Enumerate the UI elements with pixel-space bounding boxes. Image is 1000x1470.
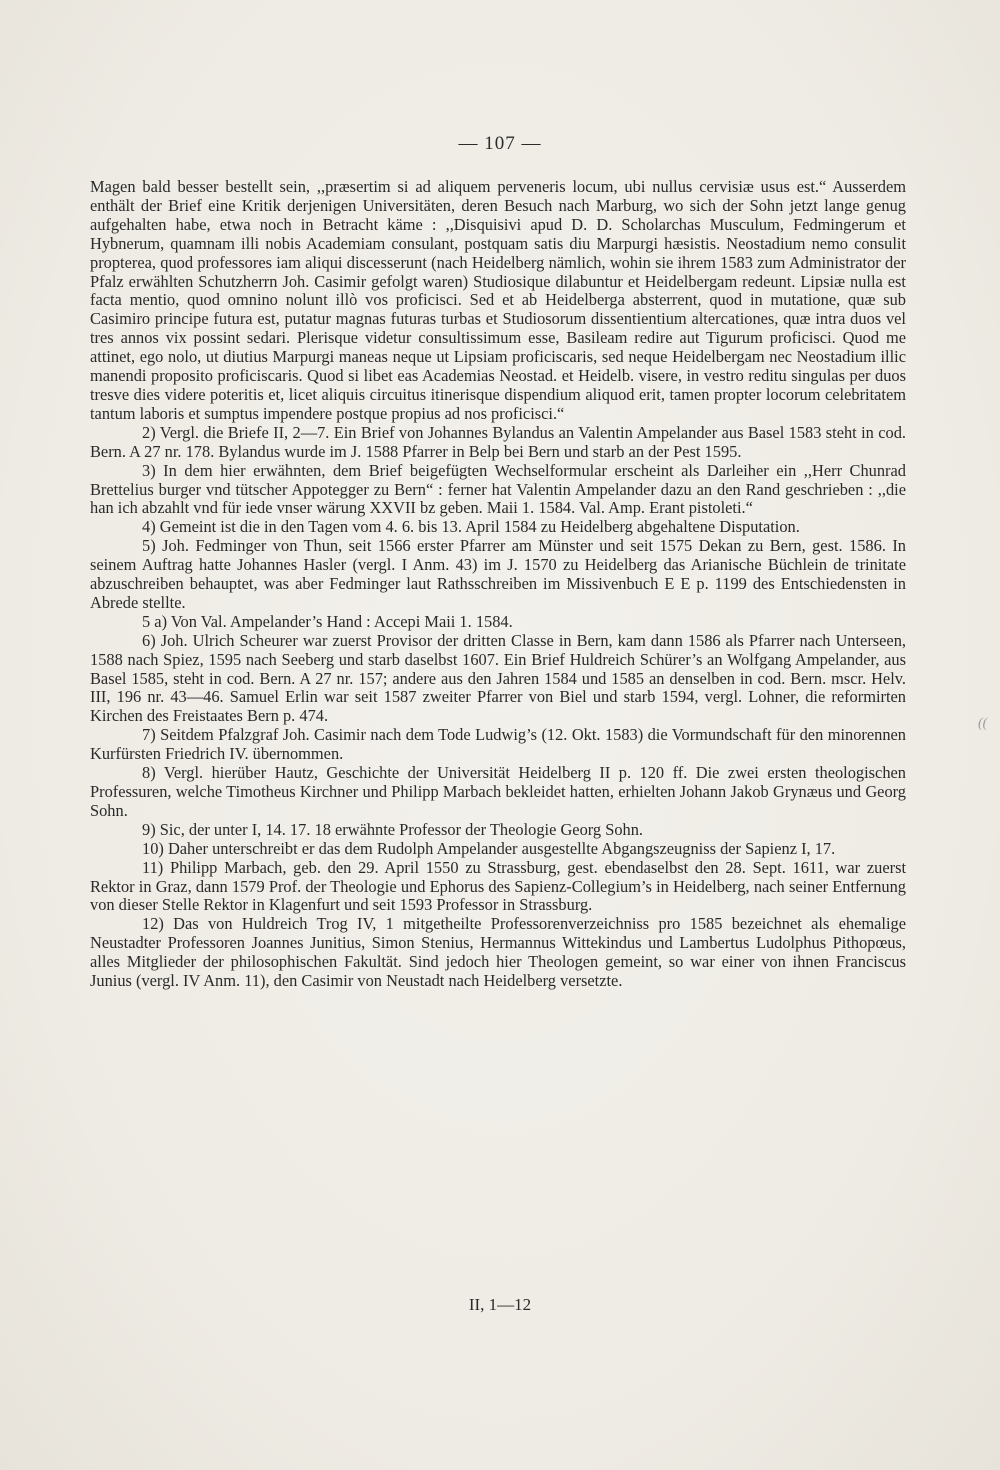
signature-line: II, 1—12 <box>468 1295 532 1314</box>
footnote-2: 2) Vergl. die Briefe II, 2—7. Ein Brief von Johannes Bylandus an Valentin Ampelander aus Basel 1583 steht in cod. Bern. A 27 nr. 178. Bylandus wurde im J. 1588 Pfarrer in Belp bei Bern und starb an der Pest 1595. <box>90 422 906 461</box>
footnote-5a: 5 a) Von Val. Ampelander’s Hand : Accepi Maii 1. 1584. <box>142 611 513 631</box>
footnotes-body <box>90 178 906 991</box>
footnote-5: 5) Joh. Fedminger von Thun, seit 1566 erster Pfarrer am Münster und seit 1575 Dekan zu Bern, gest. 1586. In seinem Auftrag hatte Johannes Hasler (vergl. I Anm. 43) im J. 1570 zu Heidelberg das Arianische Büchlein de trinitate abzuschreiben behauptet, was aber Fedminger laut Rathsschreiben im Missivenbuch E E p. 1199 des Entschiedensten in Abrede stellte. <box>90 536 906 612</box>
continued-paragraph: Magen bald besser bestellt sein, ,,præsertim si ad aliquem perveneris locum, ubi nullus cervisiæ usus est.“ Ausserdem enthält der Brief eine Kritik derjenigen Universitäten, deren Besuch nach Marburg, wo sich der Sohn jetzt lange genug aufgehalten habe, etwa noch in Betracht käme : ,,Disquisivi apud D. D. Scholarchas Musculum, Fedmingerum et Hybnerum, quamnam illi nobis Academiam consulant, postquam satis diu Marpurgi hæsistis. Neostadium nemo consulit propterea, quod professores iam aliqui discesserunt (nach Heidelberg nämlich, wohin sie ihrem 1583 zum Administrator der Pfalz erwählten Schutzherrn Joh. Casimir gefolgt waren) Studiosique dilabuntur et Heidelbergam redeunt. Lipsiæ nulla est facta mentio, quod omnino nolunt illò vos proficisci. Sed et ab Heidelberga absterrent, quod in mutatione, quæ sub Casimiro principe futura est, putatur magnas futuras turbas et Studiosorum dissentientium altercationes, quæ intra duos vel tres annos vix possint sedari. Plerisque videtur consultissimum esse, Basileam redire aut Tigurum proficisci. Quod me attinet, ego nolo, ut diutius Marpurgi maneas neque ut Lipsiam proficiscaris, sed neque Heidelbergam nec Neostadium illic manendi proposito proficiscaris. Quod si libet eas Academias Neostad. et Heidelb. visere, in vestro reditu singulas per duos tresve dies videre poteritis et, licet aliquis circuitus itinerisque dispendium aliquod erit, tamen propter locorum celebritatem tantum laboris et sumptus impendere postque propius ad nos proficisci.“ <box>90 177 906 423</box>
page-number: — 107 — <box>458 133 542 154</box>
footnote-4: 4) Gemeint ist die in den Tagen vom 4. 6. bis 13. April 1584 zu Heidelberg abgehaltene Disputation. <box>142 517 800 537</box>
footnote-7: 7) Seitdem Pfalzgraf Joh. Casimir nach dem Tode Ludwig’s (12. Okt. 1583) die Vormundschaft für den minorennen Kurfürsten Friedrich IV. übernommen. <box>90 725 906 764</box>
footnote-8: 8) Vergl. hierüber Hautz, Geschichte der Universität Heidelberg II p. 120 ff. Die zwei ersten theologischen Professuren, welche Timotheus Kirchner und Philipp Marbach bekleidet hatten, erhielten Johann Jakob Grynæus und Georg Sohn. <box>90 763 906 820</box>
footnote-11: 11) Philipp Marbach, geb. den 29. April 1550 zu Strassburg, gest. ebendaselbst den 28. Sept. 1611, war zuerst Rektor in Graz, dann 1579 Prof. der Theologie und Ephorus des Sapienz-Collegium’s in Heidelberg, nach seiner Entfernung von dieser Stelle Rektor in Klagenfurt und seit 1593 Professor in Strassburg. <box>90 857 906 915</box>
footnote-3: 3) In dem hier erwähnten, dem Brief beigefügten Wechselformular erscheint als Darleiher ein ,,Herr Chunrad Brettelius burger vnd tütscher Appotegger zu Bern“ : ferner hat Valentin Ampelander dazu an den Rand geschrieben : ,,die han ich abzahlt vnd für iede vnser wärung XXVII bz geben. Maii 1. 1584. Val. Amp. Erant pistoleti.“ <box>90 460 906 518</box>
margin-mark: (( <box>978 716 988 731</box>
footnote-9: 9) Sic, der unter I, 14. 17. 18 erwähnte Professor der Theologie Georg Sohn. <box>142 819 644 839</box>
footnote-12: 12) Das von Huldreich Trog IV, 1 mitgetheilte Professorenverzeichniss pro 1585 bezeichnet als ehemalige Neustadter Professoren Joannes Junitius, Simon Stenius, Hermannus Wittekindus und Lambertus Ludolphus Pithopœus, alles Mitglieder der philosophischen Fakultät. Sind jedoch hier Theologen gemeint, so war einer von ihnen Franciscus Junius (vergl. IV Anm. 11), den Casimir von Neustadt nach Heidelberg versetzte. <box>90 914 906 991</box>
footnote-6: 6) Joh. Ulrich Scheurer war zuerst Provisor der dritten Classe in Bern, kam dann 1586 als Pfarrer nach Unterseen, 1588 nach Spiez, 1595 nach Seeberg und starb daselbst 1607. Ein Brief Huldreich Schürer’s an Wolfgang Ampelander, aus Basel 1585, steht in cod. Bern. A 27 nr. 157; andere aus den Jahren 1584 und 1585 an denselben in cod. Bern. mscr. Helv. III, 196 nr. 43—46. Samuel Erlin war seit 1587 zweiter Pfarrer von Biel und starb 1594, vergl. Lohner, die reformirten Kirchen des Freistaates Bern p. 474. <box>90 630 906 726</box>
footnote-10: 10) Daher unterschreibt er das dem Rudolph Ampelander ausgestellte Abgangszeugniss der Sapienz I, 17. <box>142 838 836 858</box>
